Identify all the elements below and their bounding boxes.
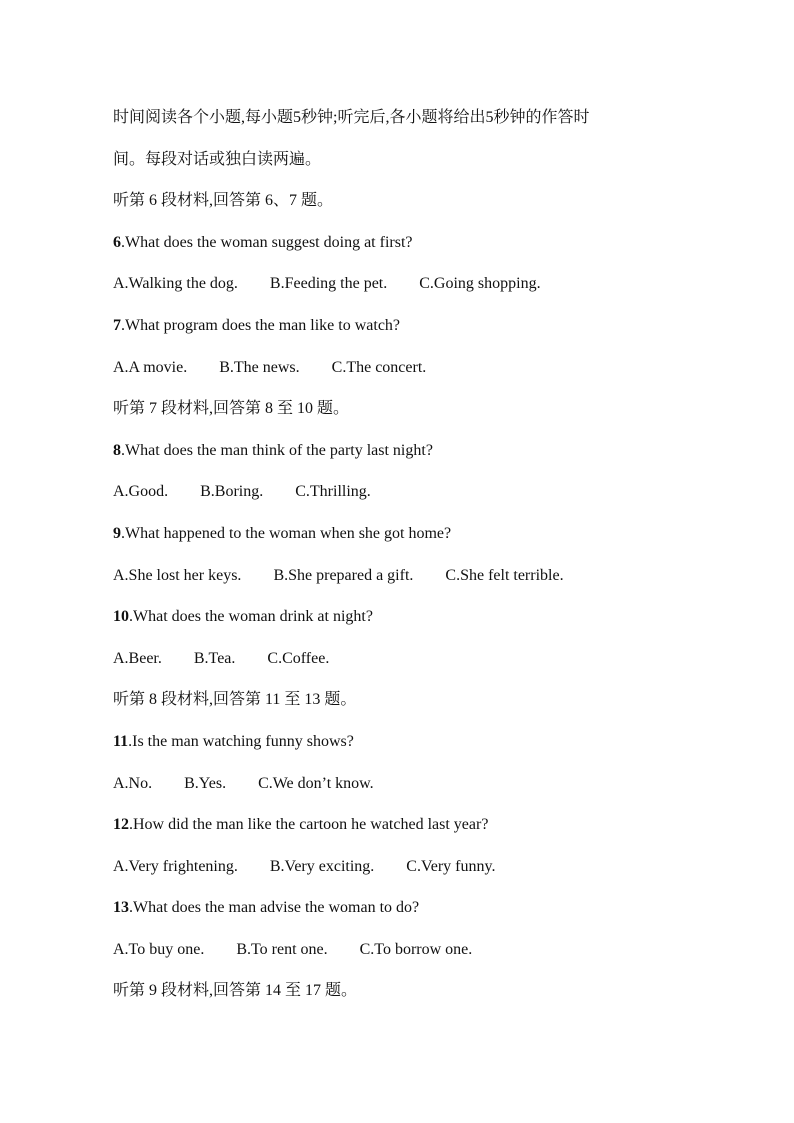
section-heading: 听第 8 段材料,回答第 11 至 13 题。 <box>113 691 357 709</box>
options-12 <box>113 846 713 888</box>
option-c: C.Going shopping. <box>419 275 541 293</box>
options-9 <box>113 555 713 597</box>
question-text: .What does the man advise the woman to do? <box>129 899 420 917</box>
intro-line-2: 间。每段对话或独白读两遍。 <box>113 150 322 168</box>
option-a: A.Beer. <box>113 649 162 667</box>
option-a: A.No. <box>113 774 153 792</box>
question-7 <box>113 305 713 347</box>
question-number: 8 <box>113 441 121 459</box>
option-c: C.To borrow one. <box>359 940 473 958</box>
question-text: .What happened to the woman when she got home? <box>121 524 452 542</box>
options-6 <box>113 263 713 305</box>
section-heading: 听第 7 段材料,回答第 8 至 10 题。 <box>113 400 350 418</box>
intro-line-1: 时间阅读各个小题,每小题5秒钟;听完后,各小题将给出5秒钟的作答时 <box>113 109 590 126</box>
section-heading: 听第 9 段材料,回答第 14 至 17 题。 <box>113 982 358 1000</box>
option-c: C.Thrilling. <box>295 483 371 501</box>
option-a: A.To buy one. <box>113 940 205 958</box>
option-b: B.Tea. <box>193 649 236 667</box>
options-8 <box>113 471 713 513</box>
option-b: B.Very exciting. <box>269 857 375 875</box>
option-a: A.Good. <box>113 483 169 501</box>
option-c: C.Very funny. <box>406 857 496 875</box>
question-6 <box>113 222 713 264</box>
options-10 <box>113 638 713 680</box>
question-9 <box>113 513 713 555</box>
question-number: 13 <box>113 899 129 917</box>
option-b: B.To rent one. <box>236 940 328 958</box>
question-number: 11 <box>113 732 129 750</box>
question-number: 10 <box>113 608 129 626</box>
question-11 <box>113 721 713 763</box>
question-number: 9 <box>113 524 121 542</box>
option-a: A.Very frightening. <box>113 857 238 875</box>
options-11 <box>113 763 713 805</box>
question-text: .Is the man watching funny shows? <box>128 732 354 750</box>
options-7 <box>113 347 713 389</box>
document-body <box>113 97 713 1012</box>
question-number: 7 <box>113 316 121 334</box>
question-text: .What does the man think of the party last night? <box>121 441 433 459</box>
option-b: B.The news. <box>219 358 300 376</box>
option-c: C.Coffee. <box>267 649 330 667</box>
question-number: 12 <box>113 816 129 834</box>
option-a: A.Walking the dog. <box>113 275 238 293</box>
option-c: C.The concert. <box>331 358 427 376</box>
section-heading: 听第 6 段材料,回答第 6、7 题。 <box>113 192 334 210</box>
question-8 <box>113 430 713 472</box>
option-b: B.Feeding the pet. <box>269 275 388 293</box>
question-10 <box>113 596 713 638</box>
option-a: A.A movie. <box>113 358 188 376</box>
option-b: B.Boring. <box>200 483 264 501</box>
question-text: .What program does the man like to watch? <box>121 316 401 334</box>
question-number: 6 <box>113 233 121 251</box>
option-c: C.She felt terrible. <box>445 566 564 584</box>
option-b: B.She prepared a gift. <box>273 566 414 584</box>
option-a: A.She lost her keys. <box>113 566 242 584</box>
option-c: C.We don’t know. <box>258 774 374 792</box>
question-text: .What does the woman suggest doing at first? <box>121 233 413 251</box>
option-b: B.Yes. <box>184 774 227 792</box>
question-text: .How did the man like the cartoon he watched last year? <box>129 816 489 834</box>
question-13 <box>113 887 713 929</box>
question-text: .What does the woman drink at night? <box>129 608 373 626</box>
question-12 <box>113 804 713 846</box>
options-13 <box>113 929 713 971</box>
